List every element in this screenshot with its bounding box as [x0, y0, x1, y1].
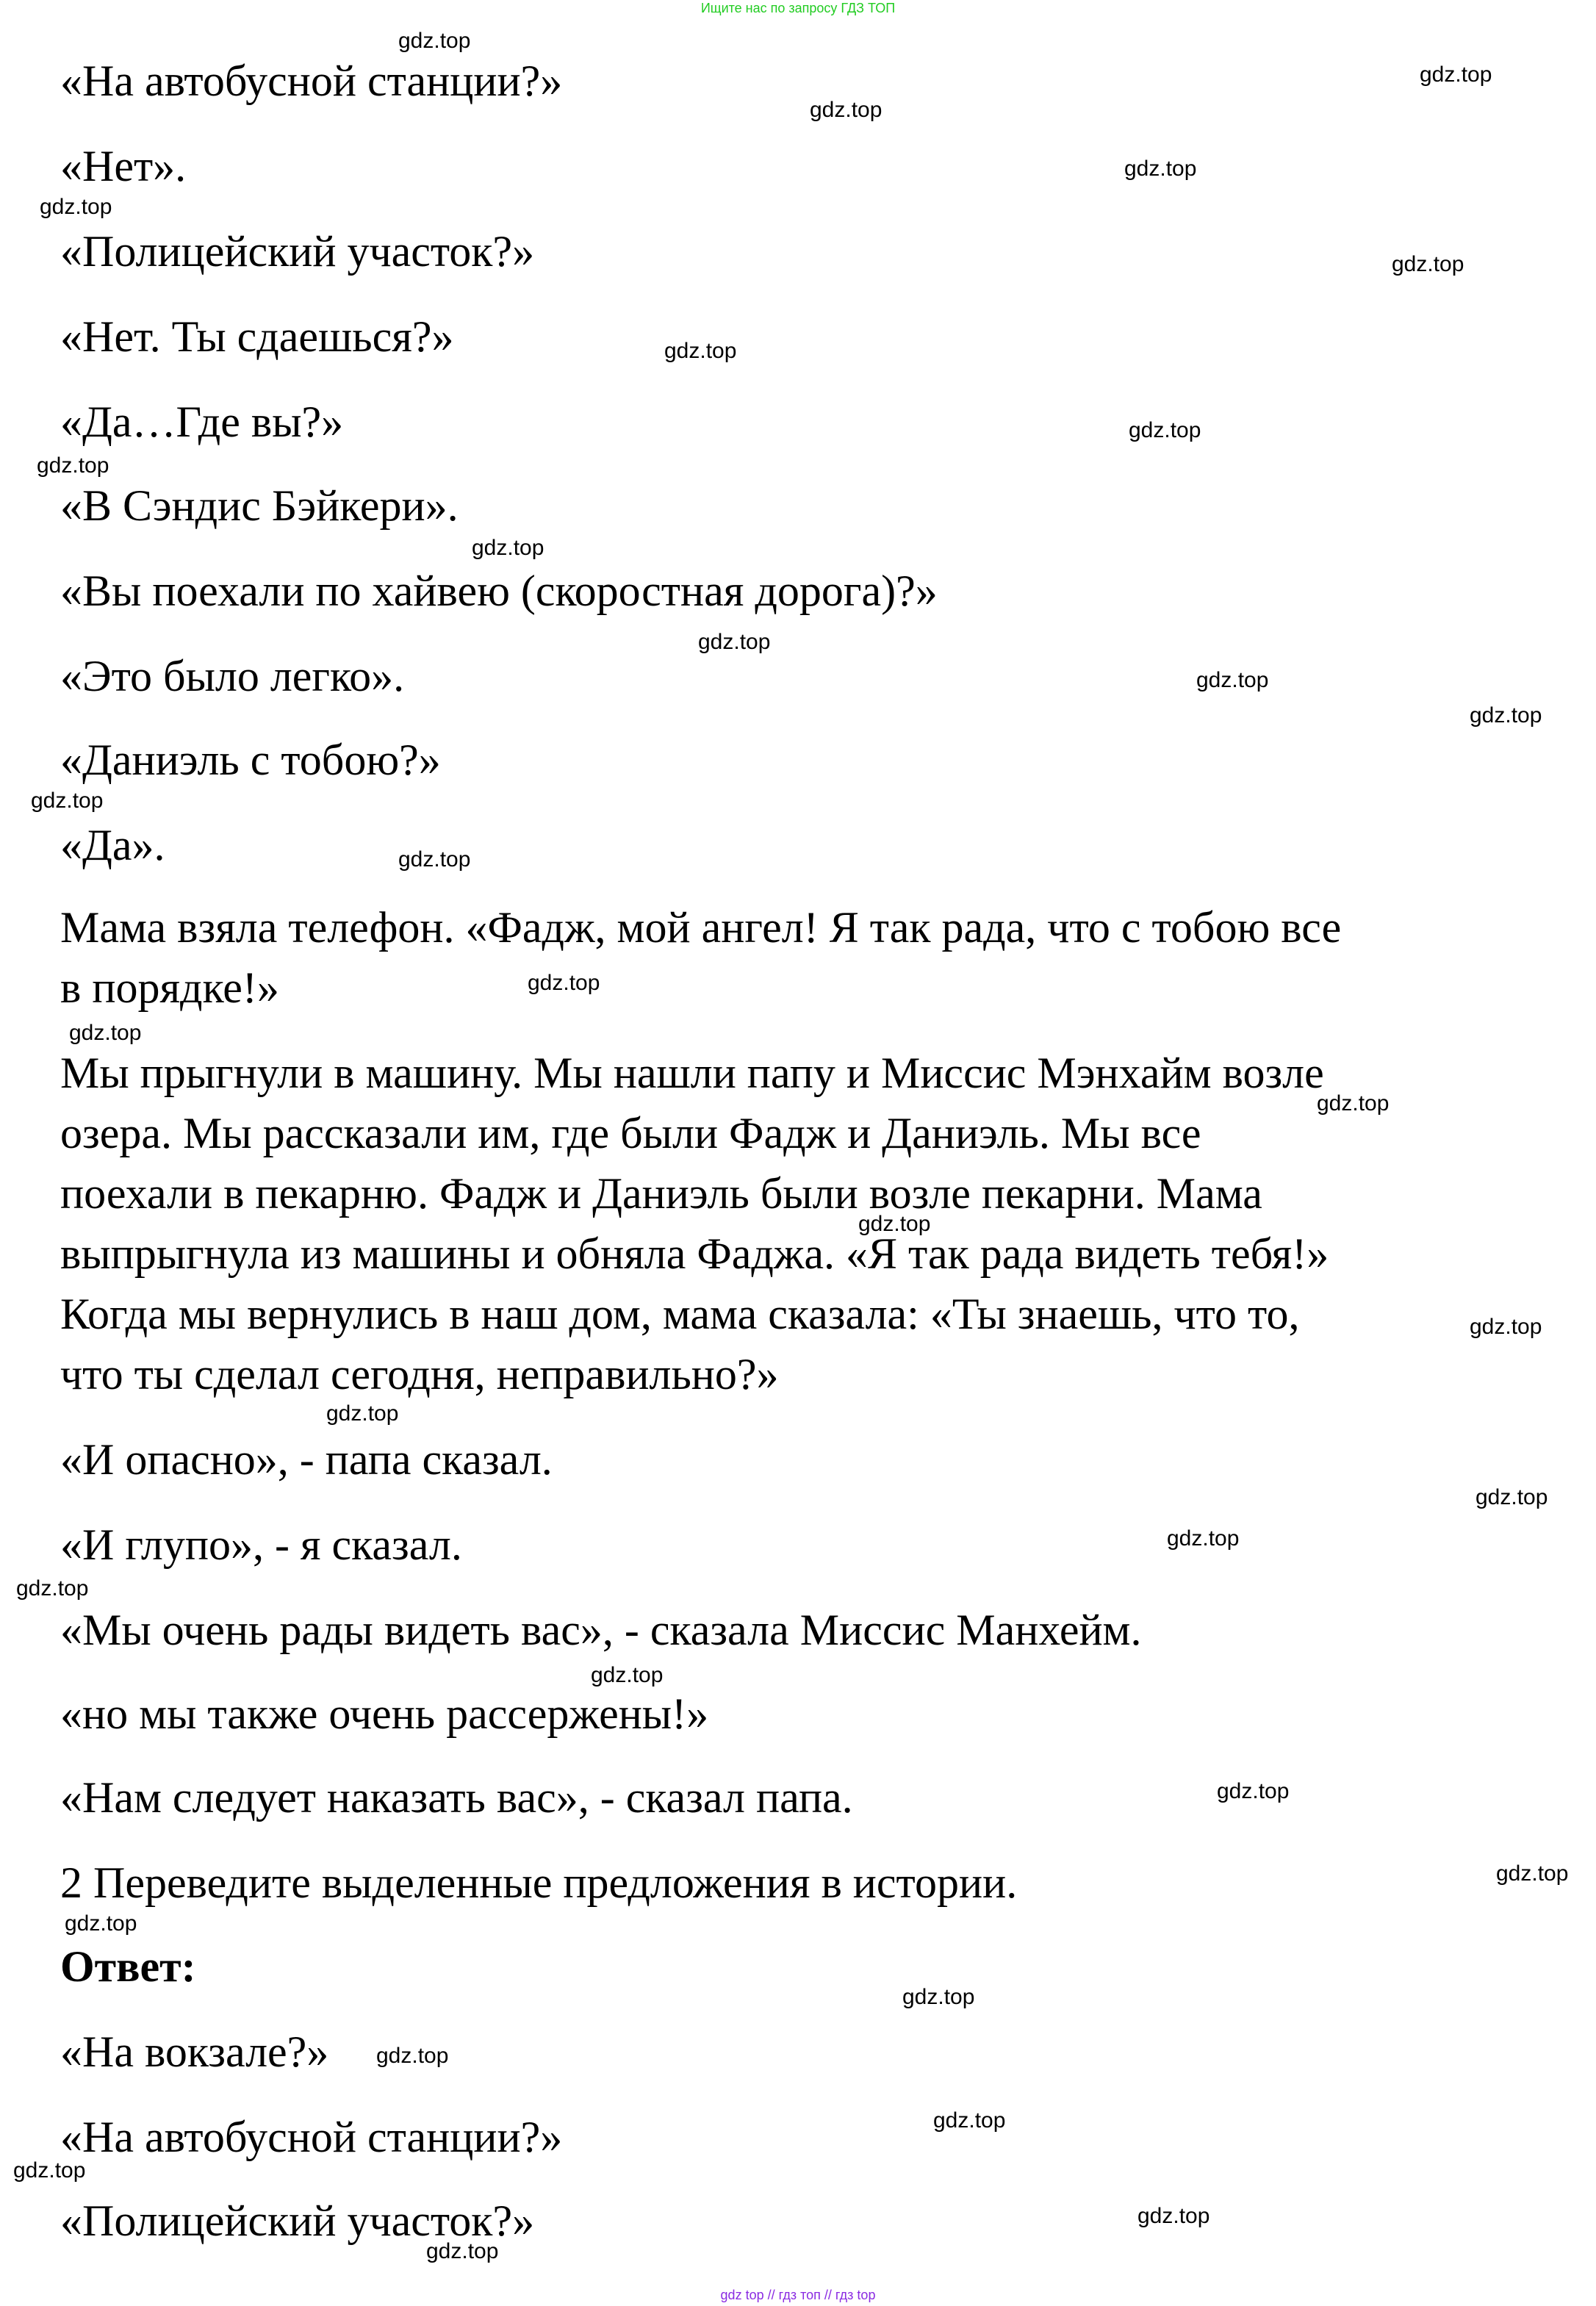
watermark: gdz.top — [31, 789, 104, 813]
story-line: «Нет. Ты сдаешься?» — [60, 312, 454, 361]
watermark: gdz.top — [1392, 252, 1464, 276]
story-line: Когда мы вернулись в наш дом, мама сказала: «Ты знаешь, что то, — [60, 1290, 1300, 1338]
watermark: gdz.top — [1317, 1091, 1390, 1116]
watermark: gdz.top — [376, 2044, 449, 2068]
story-line: «Даниэль с тобою?» — [60, 736, 441, 784]
story-line: «Вы поехали по хайвею (скоростная дорога)?» — [60, 567, 938, 615]
story-line: Мы прыгнули в машину. Мы нашли папу и Миссис Мэнхайм возле — [60, 1049, 1324, 1097]
watermark: gdz.top — [1470, 1315, 1542, 1339]
story-line: «Мы очень рады видеть вас», - сказала Миссис Манхейм. — [60, 1606, 1142, 1654]
watermark: gdz.top — [65, 1911, 137, 1936]
watermark: gdz.top — [1124, 157, 1197, 181]
story-line: «На автобусной станции?» — [60, 57, 563, 105]
story-line: озера. Мы рассказали им, где были Фадж и Даниэль. Мы все — [60, 1109, 1201, 1157]
story-line: «Да…Где вы?» — [60, 398, 344, 446]
watermark: gdz.top — [426, 2239, 499, 2263]
watermark: gdz.top — [1167, 1526, 1240, 1551]
watermark: gdz.top — [69, 1021, 142, 1045]
watermark: gdz.top — [810, 98, 883, 122]
watermark: gdz.top — [398, 847, 471, 872]
answer-label: Ответ: — [60, 1942, 196, 1991]
watermark: gdz.top — [1470, 703, 1542, 728]
watermark: gdz.top — [1496, 1861, 1569, 1886]
story-line: что ты сделал сегодня, неправильно?» — [60, 1350, 779, 1398]
watermark: gdz.top — [472, 536, 544, 560]
story-line: «Нам следует наказать вас», - сказал папа. — [60, 1773, 853, 1822]
answer-line: «На вокзале?» — [60, 2027, 329, 2076]
watermark: gdz.top — [40, 195, 112, 219]
story-line: «но мы также очень рассержены!» — [60, 1689, 709, 1738]
watermark: gdz.top — [1196, 668, 1269, 692]
watermark: gdz.top — [664, 339, 737, 363]
watermark: gdz.top — [1475, 1485, 1548, 1509]
watermark: gdz.top — [902, 1985, 975, 2009]
watermark: gdz.top — [1420, 62, 1492, 87]
watermark: gdz.top — [1217, 1779, 1290, 1803]
bottom-banner: gdz top // гдз топ // гдз top — [720, 2288, 876, 2302]
watermark: gdz.top — [398, 29, 471, 53]
watermark: gdz.top — [13, 2158, 86, 2183]
answer-line: «На автобусной станции?» — [60, 2113, 563, 2161]
watermark: gdz.top — [698, 630, 771, 654]
watermark: gdz.top — [591, 1663, 664, 1687]
answer-line: «Полицейский участок?» — [60, 2197, 535, 2245]
story-line: «Полицейский участок?» — [60, 227, 535, 276]
story-line: «В Сэндис Бэйкери». — [60, 481, 459, 530]
story-line: «Да». — [60, 821, 165, 869]
watermark: gdz.top — [16, 1576, 89, 1601]
watermark: gdz.top — [326, 1401, 399, 1426]
watermark: gdz.top — [528, 971, 600, 995]
story-line: Мама взяла телефон. «Фадж, мой ангел! Я так рада, что с тобою все — [60, 903, 1342, 952]
story-line: «И глупо», - я сказал. — [60, 1520, 462, 1569]
story-line: поехали в пекарню. Фадж и Даниэль были возле пекарни. Мама — [60, 1169, 1262, 1218]
story-line: «Это было легко». — [60, 652, 405, 700]
watermark: gdz.top — [933, 2108, 1006, 2133]
story-line: «И опасно», - папа сказал. — [60, 1435, 553, 1484]
exercise-heading: 2 Переведите выделенные предложения в истории. — [60, 1858, 1018, 1907]
story-line: «Нет». — [60, 142, 187, 190]
watermark: gdz.top — [1137, 2204, 1210, 2228]
story-line: в порядке!» — [60, 963, 279, 1012]
watermark: gdz.top — [37, 453, 109, 478]
watermark: gdz.top — [858, 1212, 931, 1236]
top-banner: Ищите нас по запросу ГДЗ ТОП — [700, 1, 896, 15]
watermark: gdz.top — [1129, 418, 1201, 442]
story-line: выпрыгнула из машины и обняла Фаджа. «Я так рада видеть тебя!» — [60, 1229, 1329, 1278]
